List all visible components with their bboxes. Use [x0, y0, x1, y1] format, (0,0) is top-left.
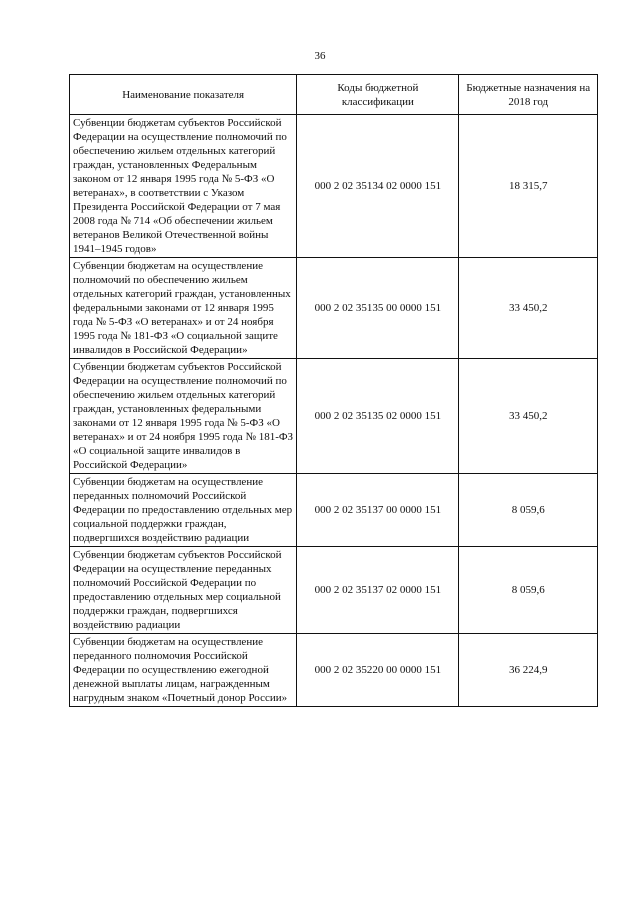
row-budget-value: 33 450,2: [459, 258, 598, 359]
row-budget-code: 000 2 02 35220 00 0000 151: [297, 634, 459, 707]
row-indicator-name: Субвенции бюджетам субъектов Российской Федерации на осуществление полномочий по обеспечению жильем отдельных категорий граждан, установленных федеральными законами от 12 января 1995 года № 5-ФЗ «О ветеранах» и от 24 ноября 1995 года № 181-ФЗ «О социальной защите инвалидов в Российской Федерации»: [70, 359, 297, 474]
row-budget-value: 33 450,2: [459, 359, 598, 474]
table-row: [70, 258, 598, 359]
row-budget-code: 000 2 02 35134 02 0000 151: [297, 115, 459, 258]
table-header-row: [70, 75, 598, 115]
row-budget-code: 000 2 02 35137 00 0000 151: [297, 474, 459, 547]
row-indicator-name: Субвенции бюджетам субъектов Российской Федерации на осуществление полномочий по обеспечению жильем отдельных категорий граждан, установленных Федеральным законом от 12 января 1995 года № 5-ФЗ «О ветеранах», в соответствии с Указом Президента Российской Федерации от 7 мая 2008 года № 714 «Об обеспечении жильем ветеранов Великой Отечественной войны 1941–1945 годов»: [70, 115, 297, 258]
table-row: [70, 359, 598, 474]
column-header-code: Коды бюджетной классификации: [297, 75, 459, 115]
row-budget-value: 36 224,9: [459, 634, 598, 707]
row-budget-code: 000 2 02 35135 02 0000 151: [297, 359, 459, 474]
row-indicator-name: Субвенции бюджетам на осуществление переданного полномочия Российской Федерации по осуществлению ежегодной денежной выплаты лицам, награжденным нагрудным знаком «Почетный донор России»: [70, 634, 297, 707]
table-row: [70, 547, 598, 634]
column-header-value: Бюджетные назначения на 2018 год: [459, 75, 598, 115]
budget-table: [69, 74, 598, 707]
row-budget-code: 000 2 02 35137 02 0000 151: [297, 547, 459, 634]
row-budget-value: 18 315,7: [459, 115, 598, 258]
row-budget-value: 8 059,6: [459, 474, 598, 547]
row-budget-code: 000 2 02 35135 00 0000 151: [297, 258, 459, 359]
page-number: 36: [314, 50, 326, 62]
row-indicator-name: Субвенции бюджетам на осуществление полномочий по обеспечению жильем отдельных категорий граждан, установленных федеральными законами от 12 января 1995 года № 5-ФЗ «О ветеранах» и от 24 ноября 1995 года № 181-ФЗ «О социальной защите инвалидов в Российской Федерации»: [70, 258, 297, 359]
table-row: [70, 634, 598, 707]
table-row: [70, 115, 598, 258]
column-header-name: Наименование показателя: [70, 75, 297, 115]
row-indicator-name: Субвенции бюджетам на осуществление переданных полномочий Российской Федерации по предоставлению отдельных мер социальной поддержки граждан, подвергшихся воздействию радиации: [70, 474, 297, 547]
row-indicator-name: Субвенции бюджетам субъектов Российской Федерации на осуществление переданных полномочий Российской Федерации по предоставлению отдельных мер социальной поддержки граждан, подвергшихся воздействию радиации: [70, 547, 297, 634]
row-budget-value: 8 059,6: [459, 547, 598, 634]
table-row: [70, 474, 598, 547]
